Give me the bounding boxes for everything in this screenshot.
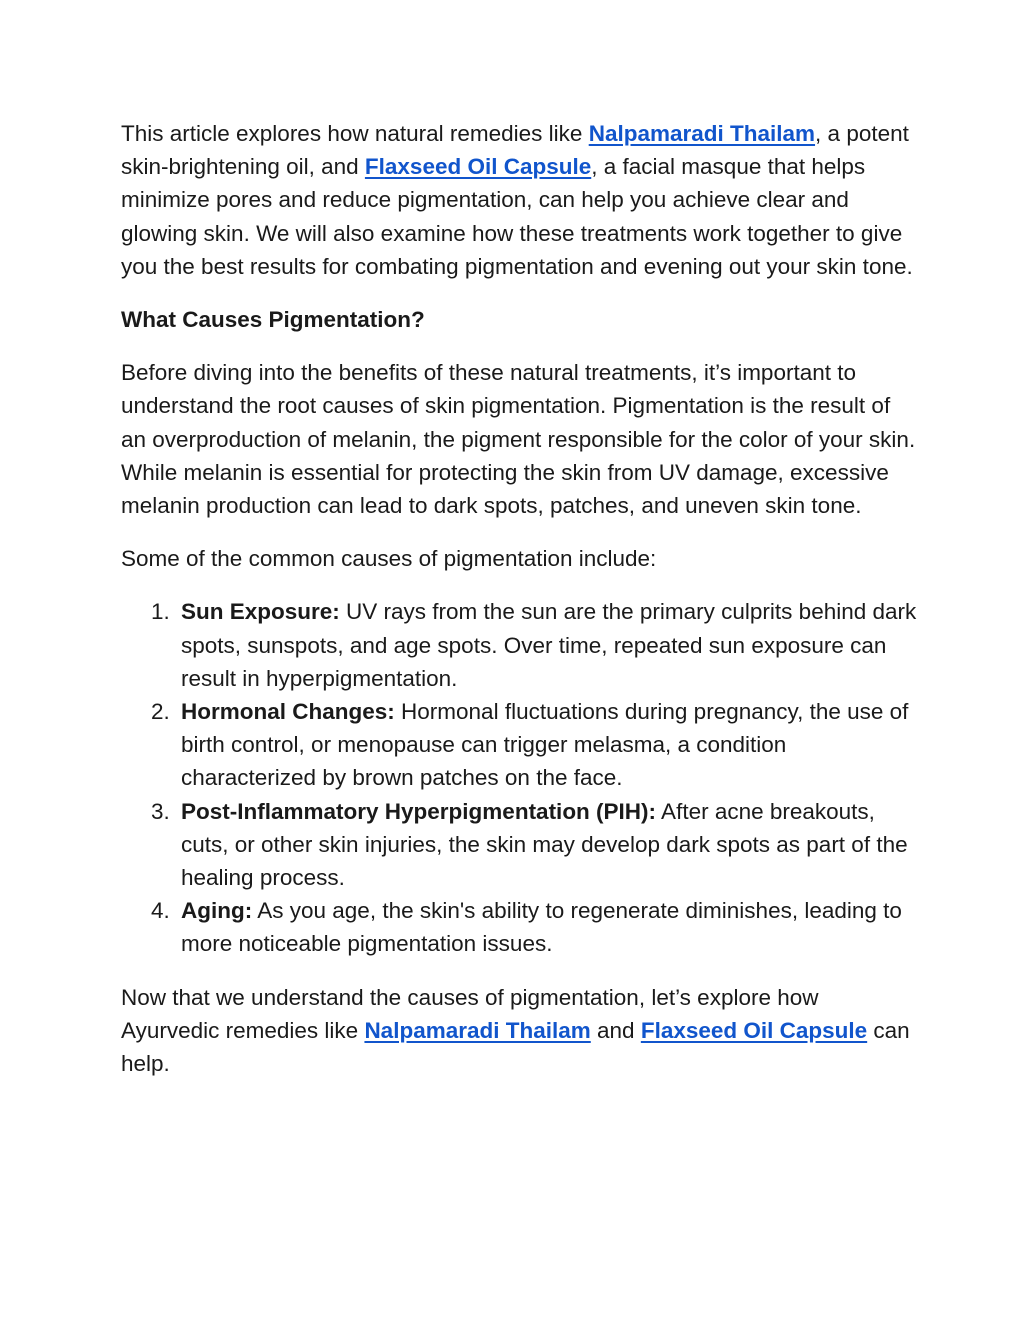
list-item-term: Hormonal Changes: [181,699,395,725]
section-heading: What Causes Pigmentation? [121,307,425,333]
causes-explanation-paragraph: Before diving into the benefits of these natural treatments, it’s important to understand the root causes of skin pigmentation. Pigmentation is the result of an overproduction of melanin, the pigment responsible for the color of your skin. While melanin is essential for protecting the skin from UV damage, excessive melanin production can lead to dark spots, patches, and uneven skin tone. [121,360,916,519]
list-item-description: Hormonal fluctuations during pregnancy, the use of birth control, or menopause can trigger melasma, a condition characterized by brown patches on the face. [181,699,909,791]
outro-paragraph [121,981,921,1081]
list-number: 2. [151,699,170,725]
list-item [121,695,921,795]
list-number: 3. [151,798,170,824]
list-item-description: UV rays from the sun are the primary culprits behind dark spots, sunspots, and age spots. Over time, repeated sun exposure can result in hyperpigmentation. [181,599,917,691]
nalpamaradi-thailam-link[interactable]: Nalpamaradi Thailam [364,1017,591,1043]
intro-paragraph [121,117,921,283]
list-item-description: As you age, the skin's ability to regenerate diminishes, leading to more noticeable pigmentation issues. [181,898,902,957]
document-body [121,117,921,1080]
list-number: 1. [151,599,170,625]
outro-text-3: can help. [121,1017,910,1077]
flaxseed-oil-capsule-link[interactable]: Flaxseed Oil Capsule [364,154,592,180]
causes-intro-paragraph: Some of the common causes of pigmentation include: [121,546,657,572]
list-item [121,894,921,960]
list-item-term: Aging: [181,898,253,924]
list-item-term: Post-Inflammatory Hyperpigmentation (PIH): [181,798,657,824]
intro-text-1: This article explores how natural remedies like [121,121,589,146]
list-item [121,795,921,895]
outro-text-2: and [590,1017,641,1043]
intro-text-2: , a potent skin-brightening oil, and [121,121,909,180]
intro-text-3: , a facial masque that helps minimize pores and reduce pigmentation, can help you achieve clear and glowing skin. We will also examine how these treatments work together to give you the best results for combating pigmentation and evening out your skin tone. [121,154,913,279]
flaxseed-oil-capsule-link[interactable]: Flaxseed Oil Capsule [640,1017,868,1043]
nalpamaradi-thailam-link[interactable]: Nalpamaradi Thailam [588,121,816,146]
list-item-description: After acne breakouts, cuts, or other skin injuries, the skin may develop dark spots as part of the healing process. [181,798,908,891]
list-item [121,595,921,695]
causes-list [121,595,921,960]
list-item-term: Sun Exposure: [181,599,340,625]
list-number: 4. [151,898,170,924]
outro-text-1: Now that we understand the causes of pigmentation, let’s explore how Ayurvedic remedies like [121,984,819,1043]
